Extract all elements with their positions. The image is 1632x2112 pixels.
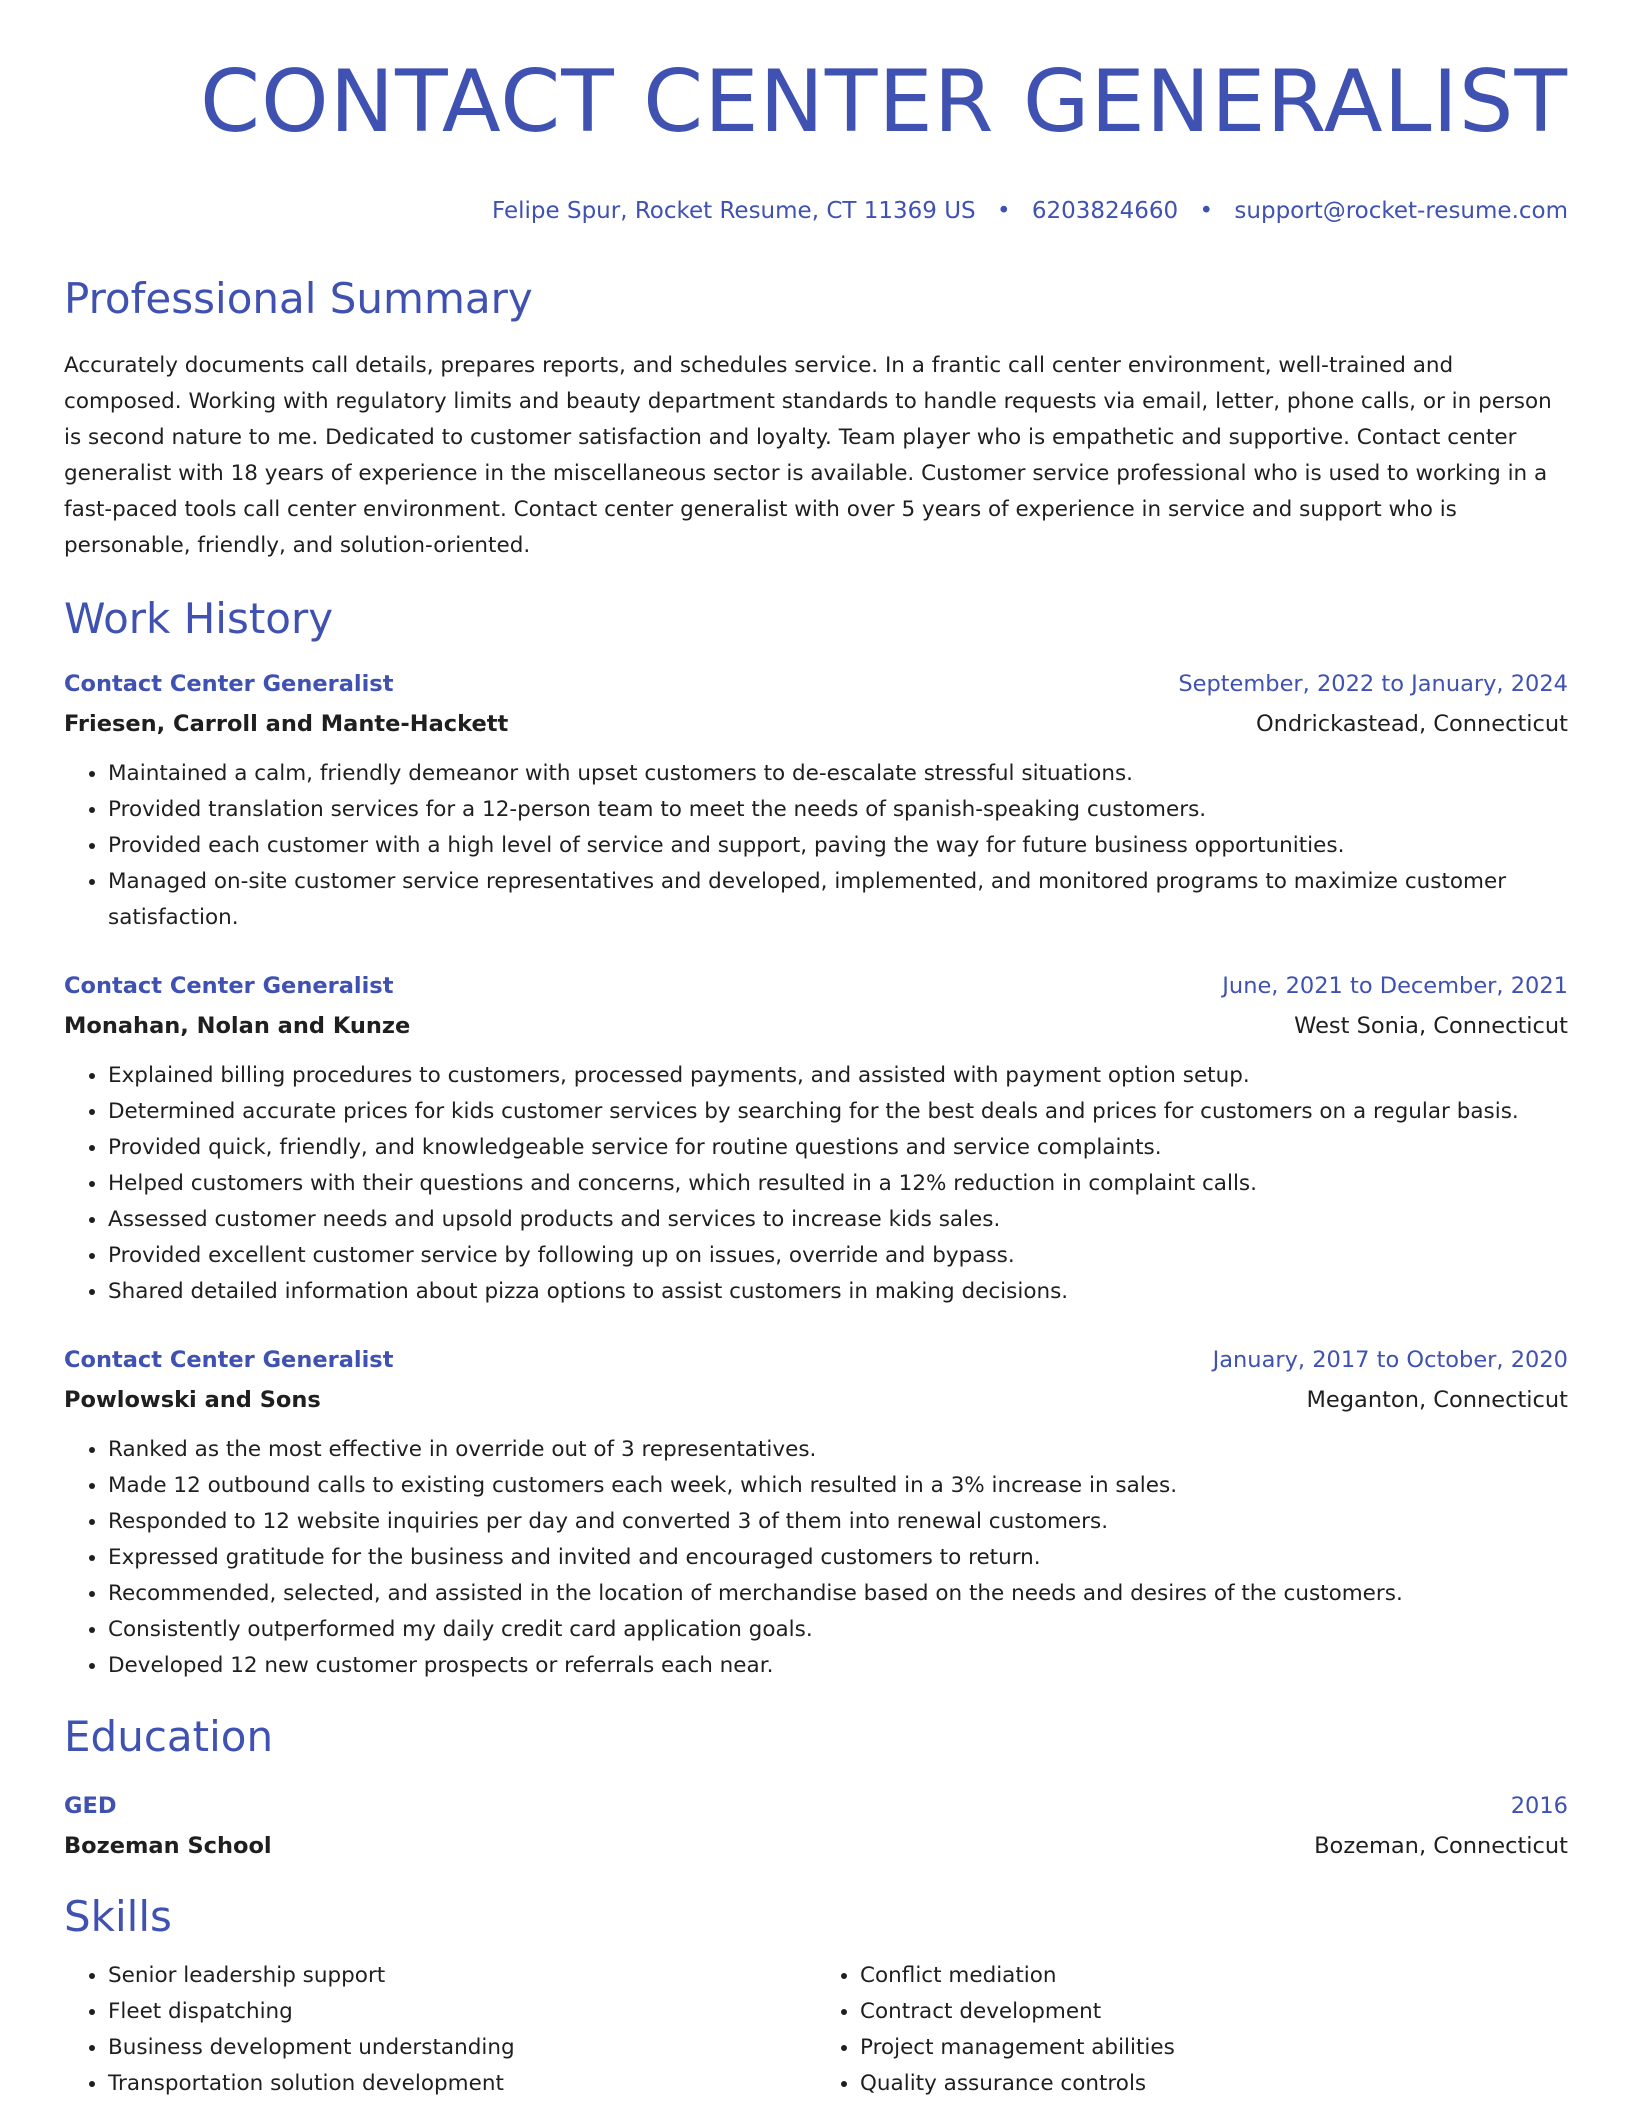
job-bullet: • Provided quick, friendly, and knowledgeable service for routine questions and service complaints. [108,1130,1568,1166]
skill-item: • Senior leadership support [108,1958,816,1994]
contact-phone: 6203824660 [1031,198,1179,224]
skills-list [64,1958,1568,2102]
job-header-row [64,664,1568,704]
job-bullets [64,756,1568,936]
resume-title: CONTACT CENTER GENERALIST [200,52,1568,152]
job-bullets [64,1058,1568,1310]
education-header-row [64,1786,1568,1826]
job-bullet: • Helped customers with their questions and concerns, which resulted in a 12% reduction in complaint calls. [108,1166,1568,1202]
job-employer: Friesen, Carroll and Mante-Hackett [64,711,509,737]
summary-heading: Professional Summary [64,274,533,323]
education-school-row [64,1826,1568,1866]
job-location: Meganton, Connecticut [1306,1387,1568,1413]
skill-item: • Transportation solution development [108,2066,816,2102]
skills-column-right [816,1958,1568,2102]
contact-address: Felipe Spur, Rocket Resume, CT 11369 US [492,198,976,224]
skill-item: • Quality assurance controls [860,2066,1568,2102]
skill-item: • Conflict mediation [860,1958,1568,1994]
resume-page [64,0,1568,2102]
job-bullet: • Explained billing procedures to customers, processed payments, and assisted with payment option setup. [108,1058,1568,1094]
job-bullet: • Maintained a calm, friendly demeanor with upset customers to de-escalate stressful situations. [108,756,1568,792]
job-bullet: • Shared detailed information about pizza options to assist customers in making decisions. [108,1274,1568,1310]
contact-line [64,196,1568,226]
contact-separator: • [996,198,1011,224]
education-location: Bozeman, Connecticut [1314,1833,1568,1859]
work-history-heading: Work History [64,594,334,643]
job-bullet: • Determined accurate prices for kids customer services by searching for the best deals and prices for customers on a regular basis. [108,1094,1568,1130]
job-entry [64,1340,1568,1684]
job-header-row [64,966,1568,1006]
skill-item: • Business development understanding [108,2030,816,2066]
job-bullet: • Ranked as the most effective in override out of 3 representatives. [108,1432,1568,1468]
job-header-row [64,1340,1568,1380]
contact-email: support@rocket-resume.com [1234,198,1568,224]
job-employer: Monahan, Nolan and Kunze [64,1013,411,1039]
job-bullet: • Developed 12 new customer prospects or referrals each near. [108,1648,1568,1684]
job-dates: June, 2021 to December, 2021 [1222,973,1568,999]
job-employer-row [64,1006,1568,1046]
job-bullet: • Provided each customer with a high level of service and support, paving the way for future business opportunities. [108,828,1568,864]
job-bullet: • Provided excellent customer service by following up on issues, override and bypass. [108,1238,1568,1274]
job-role: Contact Center Generalist [64,973,394,999]
skills-column-left [64,1958,816,2102]
job-bullet: • Consistently outperformed my daily credit card application goals. [108,1612,1568,1648]
job-bullet: • Recommended, selected, and assisted in the location of merchandise based on the needs and desires of the customers. [108,1576,1568,1612]
job-dates: January, 2017 to October, 2020 [1212,1347,1568,1373]
skill-item: • Contract development [860,1994,1568,2030]
job-dates: September, 2022 to January, 2024 [1178,671,1568,697]
education-year: 2016 [1510,1793,1568,1819]
job-bullet: • Provided translation services for a 12-person team to meet the needs of spanish-speaking customers. [108,792,1568,828]
job-employer-row [64,1380,1568,1420]
job-employer-row [64,704,1568,744]
job-location: West Sonia, Connecticut [1294,1013,1568,1039]
education-degree: GED [64,1793,117,1819]
job-entry [64,966,1568,1310]
job-role: Contact Center Generalist [64,1347,394,1373]
job-role: Contact Center Generalist [64,671,394,697]
education-entry [64,1786,1568,1866]
job-bullets [64,1432,1568,1684]
summary-text: Accurately documents call details, prepares reports, and schedules service. In a frantic call center environment, well-trained and composed. Working with regulatory limits and beauty department standards to handle requests via email, letter, phone calls, or in person is second nature to me. Dedicated to customer satisfaction and loyalty. Team player who is empathetic and supportive. Contact center generalist with 18 years of experience in the miscellaneous sector is available. Customer service professional who is used to working in a fast-paced tools call center environment. Contact center generalist with over 5 years of experience in service and support who is personable, friendly, and solution-oriented. [64,353,1552,558]
job-bullet: • Expressed gratitude for the business and invited and encouraged customers to return. [108,1540,1568,1576]
job-location: Ondrickastead, Connecticut [1255,711,1568,737]
contact-separator: • [1199,198,1214,224]
job-employer: Powlowski and Sons [64,1387,321,1413]
job-bullet: • Assessed customer needs and upsold products and services to increase kids sales. [108,1202,1568,1238]
education-heading: Education [64,1712,274,1761]
skill-item: • Project management abilities [860,2030,1568,2066]
skill-item: • Fleet dispatching [108,1994,816,2030]
job-bullet: • Managed on-site customer service representatives and developed, implemented, and monitored programs to maximize customer satisfaction. [108,864,1568,936]
skills-heading: Skills [64,1892,172,1941]
job-bullet: • Responded to 12 website inquiries per day and converted 3 of them into renewal customers. [108,1504,1568,1540]
job-bullet: • Made 12 outbound calls to existing customers each week, which resulted in a 3% increase in sales. [108,1468,1568,1504]
job-entry [64,664,1568,936]
education-school: Bozeman School [64,1833,272,1859]
